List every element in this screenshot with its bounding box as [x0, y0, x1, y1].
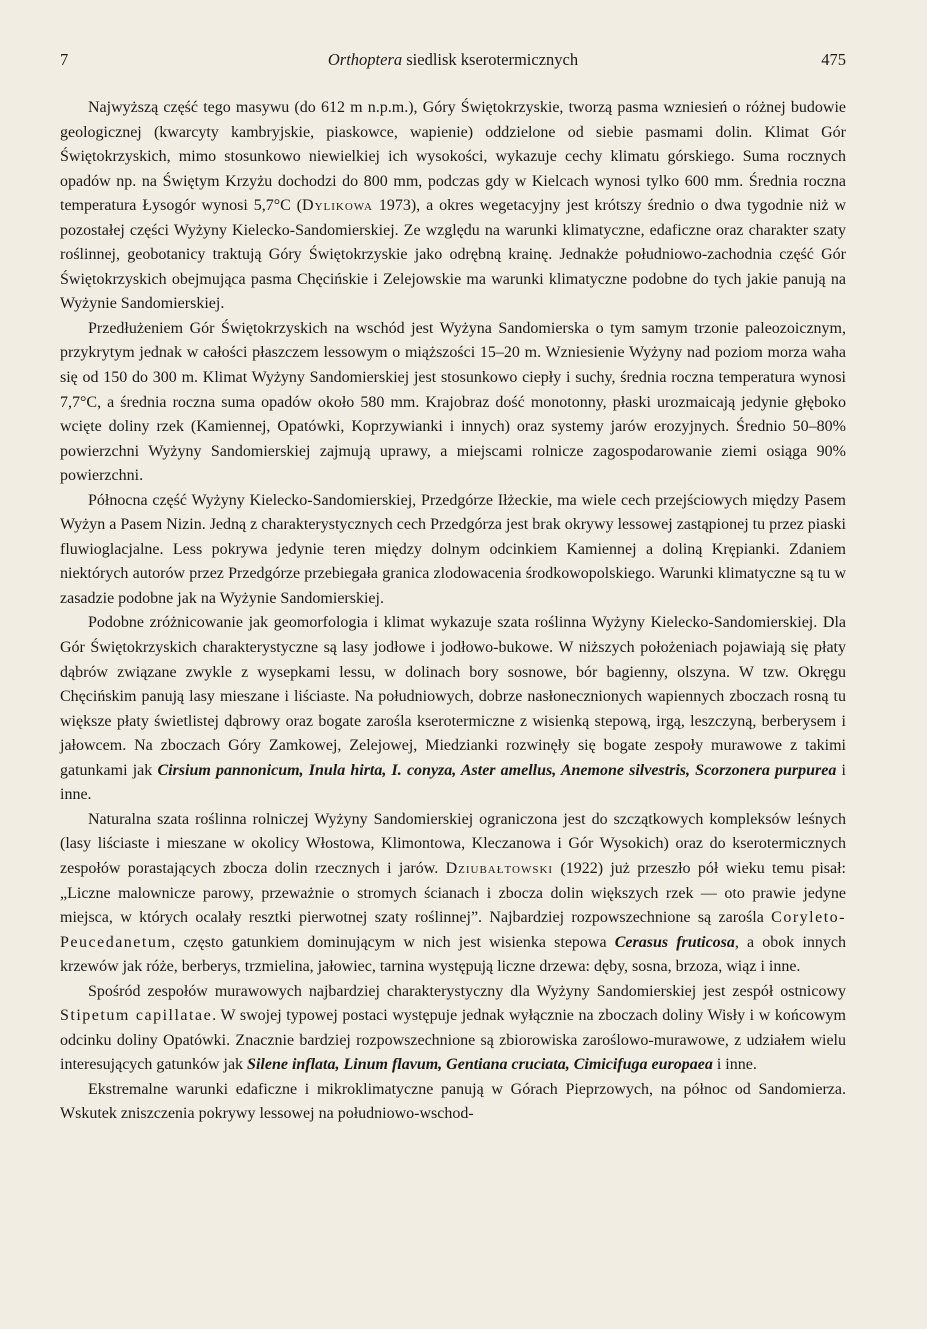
paragraph: [60, 1078, 846, 1127]
species-names: Silene inflata, Linum flavum, Gentiana cruciata, Cimicifuga europaea: [247, 1056, 713, 1074]
text-run: i inne.: [712, 1056, 757, 1074]
species-names: Cirsium pannonicum, Inula hirta, I. conyza, Aster amellus, Anemone silvestris, Scorzonera purpurea: [157, 761, 837, 779]
text-run: 1973), a okres wegetacyjny jest krótszy średnio o dwa tygodnie niż w pozostałej części Wyżyny Kielecko-Sandomierskiej. Ze względu na warunki klimatyczne, edaficzne oraz charakter szaty roślinnej, geobotanicy traktują Góry Świętokrzyskie jako odrębną krainę. Jednakże południowo-zachodnia część Gór Świętokrzyskich obejmująca pasma Chęcińskie i Zelejowskie ma warunki klimatyczne podobne do tych jakie panują na Wyżynie Sandomierskiej.: [60, 197, 846, 313]
running-title: [60, 48, 846, 72]
text-run: i inne.: [60, 761, 846, 804]
text-run: (1922) już przeszło pół wieku temu pisał: „Liczne malownicze parowy, przeważnie o stromych ścianach i zbocza dolin większych rzek — oto prawie jedyne miejsca, w których ocalały resztki pierwotnej szaty roślinnej”. Najbardziej rozpowszechnione są zarośla: [60, 859, 846, 927]
running-title-italic: Orthoptera: [327, 50, 403, 69]
text-run: , często gatunkiem dominującym w nich jest wisienka stepowa: [171, 933, 615, 951]
paragraph: [60, 489, 846, 612]
author-citation: Dziubałtowski: [445, 859, 554, 877]
running-title-rest: siedlisk kserotermicznych: [402, 50, 579, 69]
text-run: Najwyższą część tego masywu (do 612 m n.p.m.), Góry Świętokrzyskie, tworzą pasma wzniesień o różnej budowie geologicznej (kwarcyty kambryjskie, piaskowce, wapienie) oddzielone od siebie pasmami dolin. Klimat Gór Świętokrzyskich, mimo stosunkowo niewielkiej ich wysokości, wykazuje cechy klimatu górskiego. Suma rocznych opadów np. na Świętym Krzyżu dochodzi do 800 mm, podczas gdy w Kielcach wynosi tylko 600 mm. Średnia roczna temperatura Łysogór wynosi 5,7°C (: [60, 99, 846, 215]
running-header: [60, 48, 846, 72]
page-number-left: 7: [60, 50, 69, 69]
page-number-right: 475: [821, 50, 846, 69]
text-run: Przedłużeniem Gór Świętokrzyskich na wschód jest Wyżyna Sandomierska o tym samym trzonie paleozoicznym, przykrytym jednak w całości płaszczem lessowym o miąższości 15–20 m. Wzniesienie Wyżyny nad poziom morza waha się od 150 do 300 m. Klimat Wyżyny Sandomierskiej jest stosunkowo ciepły i suchy, średnia roczna temperatura wynosi 7,7°C, a średnia roczna suma opadów około 580 mm. Krajobraz dość monotonny, płaski urozmaicają jedynie głęboko wcięte doliny rzek (Kamiennej, Opatówki, Koprzywianki i innych) oraz systemy jarów erozyjnych. Średnio 50–80% powierzchni Wyżyny Sandomierskiej zajmują uprawy, a miejscami rolnicze zagospodarowanie ziemi osiąga 90% powierzchni.: [60, 319, 846, 485]
paragraph: [60, 611, 846, 807]
syntaxon-name: Stipetum capillatae: [60, 1007, 213, 1025]
paragraph: [60, 980, 846, 1078]
text-run: Ekstremalne warunki edaficzne i mikroklimatyczne panują w Górach Pieprzowych, na północ od Sandomierza. Wskutek zniszczenia pokrywy lessowej na południowo-wschod-: [60, 1080, 846, 1123]
paragraph: [60, 808, 846, 980]
body-text: [60, 96, 846, 1127]
text-run: Podobne zróżnicowanie jak geomorfologia i klimat wykazuje szata roślinna Wyżyny Kielecko-Sandomierskiej. Dla Gór Świętokrzyskich charakterystyczne są lasy jodłowe i jodłowo-bukowe. W niższych położeniach pojawiają się płaty dąbrów związane zwykle z wysepkami lessu, w dolinach bory sosnowe, bór bagienny, olszyna. W tzw. Okręgu Chęcińskim panują lasy mieszane i liściaste. Na południowych, dobrze nasłonecznionych wapiennych zboczach rosną tu większe płaty świetlistej dąbrowy oraz bogate zarośla kserotermiczne z wisienką stepową, irgą, leszczyną, berberysem i jałowcem. Na zboczach Góry Zamkowej, Zelejowej, Miedzianki rozwinęły się bogate zespoły murawowe z takimi gatunkami jak: [60, 614, 846, 779]
species-names: Cerasus fruticosa: [614, 933, 735, 951]
text-run: , a obok innych krzewów jak róże, berberys, trzmielina, jałowiec, tarnina występują liczne drzewa: dęby, sosna, brzoza, wiąz i inne.: [60, 933, 846, 976]
paragraph: [60, 317, 846, 489]
text-run: Spośród zespołów murawowych najbardziej charakterystyczny dla Wyżyny Sandomierskiej jest zespół ostnicowy: [88, 982, 846, 1000]
paragraph: [60, 96, 846, 317]
text-run: . W swojej typowej postaci występuje jednak wyłącznie na zboczach doliny Wisły i w końcowym odcinku doliny Opatówki. Znacznie bardziej rozpowszechnione są zbiorowiska zaroślowo-murawowe, z udziałem wielu interesujących gatunków jak: [60, 1007, 846, 1074]
text-run: Północna część Wyżyny Kielecko-Sandomierskiej, Przedgórze Iłżeckie, ma wiele cech przejściowych między Pasem Wyżyn a Pasem Nizin. Jedną z charakterystycznych cech Przedgórza jest brak okrywy lessowej zastąpionej tu przez piaski fluwioglacjalne. Less pokrywa jedynie teren między dolnym odcinkiem Kamiennej a doliną Krępianki. Zdaniem niektórych autorów przez Przedgórze przebiegała granica zlodowacenia środkowopolskiego. Warunki klimatyczne są tu w zasadzie podobne jak na Wyżynie Sandomierskiej.: [60, 491, 846, 607]
text-run: Naturalna szata roślinna rolniczej Wyżyny Sandomierskiej ograniczona jest do szczątkowych kompleksów leśnych (lasy liściaste i mieszane w okolicy Włostowa, Klimontowa, Kleczanowa i Gór Wysokich) oraz do kserotermicznych zespołów porastających zbocza dolin rzecznych i jarów.: [60, 810, 846, 877]
author-citation: Dylikowa: [302, 197, 373, 215]
syntaxon-name: Coryleto-Peucedanetum: [60, 909, 846, 951]
